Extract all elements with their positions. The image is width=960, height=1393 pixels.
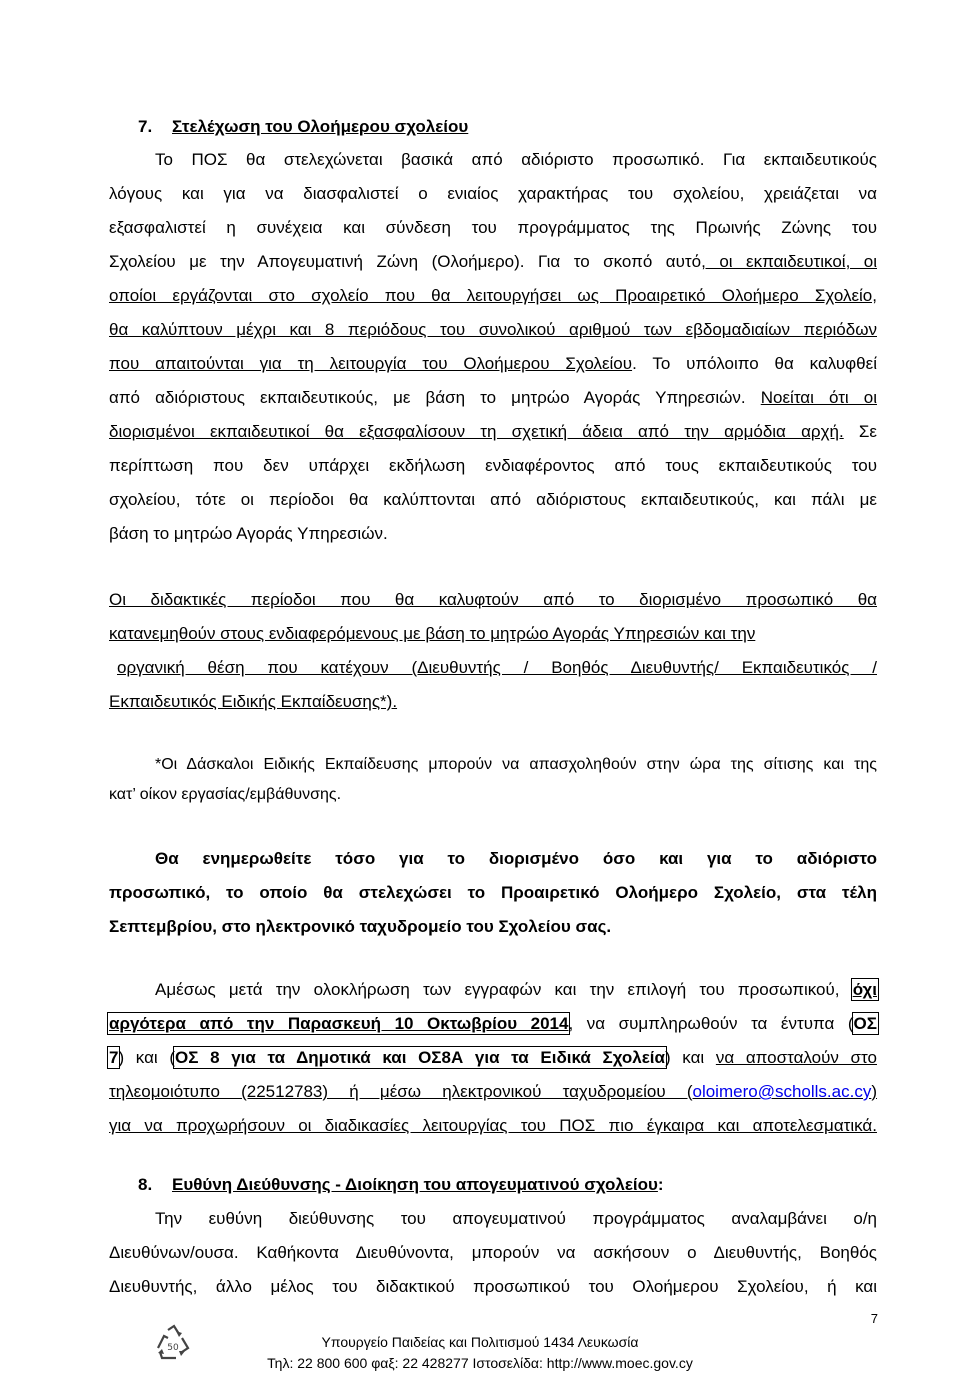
bold-paragraph-line: προσωπικό, το οποίο θα στελεχώσει το Προαιρετικό Ολοήμερο Σχολείο, στα τέλη (109, 883, 877, 902)
paragraph-line: οποίοι εργάζονται στο σχολείο που θα λειτουργήσει ως Προαιρετικό Ολοήμερο Σχολείο, (109, 286, 877, 305)
text-run: να αποσταλούν στο (715, 1048, 877, 1067)
highlighted-text: όχι (852, 980, 877, 999)
paragraph-line: βάση το μητρώο Αγοράς Υπηρεσιών. (109, 524, 388, 543)
bold-paragraph-line: Θα ενημερωθείτε τόσο για το διορισμένο όσο και για το αδιόριστο (155, 849, 877, 868)
text-run: , να συμπληρωθούν τα έντυπα ( (568, 1014, 854, 1033)
paragraph-line (109, 354, 877, 374)
text-run: ) και ( (118, 1048, 176, 1067)
text-run: ) και (664, 1048, 705, 1067)
text-run: , οι εκπαιδευτικοί, οι (701, 252, 878, 271)
paragraph-line: θα καλύπτουν μέχρι και 8 περιόδους του συνολικού αριθμού των εβδομαδιαίων περιόδων (109, 320, 877, 339)
section-7-heading (138, 117, 468, 137)
paragraph-line (109, 388, 877, 408)
text-run: Αμέσως μετά την ολοκλήρωση των εγγραφών και την επιλογή του προσωπικού, (155, 980, 840, 999)
text-run: διορισμένοι εκπαιδευτικοί θα εξασφαλίσουν τη σχετική άδεια από την αρμόδια αρχή. (109, 422, 844, 441)
paragraph-line: Οι διδακτικές περίοδοι που θα καλυφτούν από το διορισμένο προσωπικό θα (109, 590, 877, 609)
paragraph-line: Την ευθύνη διεύθυνσης του απογευματινού προγράμματος αναλαμβάνει ο/η (155, 1209, 877, 1228)
form-code: ΟΣ (853, 1014, 877, 1033)
footer-line: Υπουργείο Παιδείας και Πολιτισμού 1434 Λευκωσία (321, 1334, 639, 1350)
text-run: Σε (858, 422, 878, 441)
paragraph-line (109, 1014, 877, 1034)
paragraph-line: οργανική θέση που κατέχουν (Διευθυντής / Βοηθός Διευθυντής/ Εκπαιδευτικός / (117, 658, 877, 677)
paragraph-line (109, 1082, 877, 1102)
text-run: Νοείται ότι οι (760, 388, 877, 407)
page-number: 7 (870, 1311, 878, 1326)
text-run: ) (871, 1082, 877, 1101)
section-8-heading (138, 1175, 664, 1195)
recycle-logo-text: 50 (167, 1343, 179, 1353)
deadline-date: αργότερα από την Παρασκευή 10 Οκτωβρίου 2014 (109, 1014, 569, 1033)
section-title: Ευθύνη Διεύθυνσης - Διοίκηση του απογευματινού σχολείου (172, 1175, 658, 1194)
paragraph-line: για να προχωρήσουν οι διαδικασίες λειτουργίας του ΠΟΣ πιο έγκαιρα και αποτελεσματικά. (109, 1116, 877, 1135)
footer-line: Τηλ: 22 800 600 φαξ: 22 428277 Ιστοσελίδα: http://www.moec.gov.cy (267, 1355, 693, 1371)
text-run: τηλεομοιότυπο (22512783) ή μέσω ηλεκτρονικού ταχυδρομείου ( (109, 1082, 693, 1101)
section-title: Στελέχωση του Ολοήμερου σχολείου (172, 117, 469, 136)
paragraph-line (155, 980, 877, 1000)
section-number: 7. (138, 117, 153, 136)
paragraph-line: Το ΠΟΣ θα στελεχώνεται βασικά από αδιόριστο προσωπικό. Για εκπαιδευτικούς (155, 150, 877, 169)
bold-paragraph-line: Σεπτεμβρίου, στο ηλεκτρονικό ταχυδρομείο του Σχολείου σας. (109, 917, 612, 936)
paragraph-line: σχολείου, τότε οι περίοδοι θα καλύπτονται από αδιόριστους εκπαιδευτικούς, και πάλι με (109, 490, 877, 509)
text-run: : (657, 1175, 664, 1194)
paragraph-line: κατανεμηθούν στους ενδιαφερόμενους με βάση το μητρώο Αγοράς Υπηρεσιών και την (109, 624, 756, 643)
section-number: 8. (138, 1175, 153, 1194)
paragraph-line: εξασφαλιστεί η συνέχεια και σύνδεση του προγράμματος της Πρωινής Ζώνης του (109, 218, 877, 237)
paragraph-line: Διευθύνων/ουσα. Καθήκοντα Διευθύνοντα, μπορούν να ασκήσουν ο Διευθυντής, Βοηθός (109, 1243, 877, 1262)
paragraph-line (109, 1048, 877, 1068)
paragraph-line: Εκπαιδευτικός Ειδικής Εκπαίδευσης*). (109, 692, 398, 711)
text-run: . Το υπόλοιπο θα καλυφθεί (632, 354, 877, 373)
form-codes: ΟΣ 8 για τα Δημοτικά και ΟΣ8Α για τα Ειδικά Σχολεία (175, 1048, 665, 1067)
paragraph-line: Διευθυντής, άλλο μέλος του διδακτικού προσωπικού του Ολοήμερου Σχολείου, ή και (109, 1277, 877, 1296)
text-run: από αδιόριστους εκπαιδευτικούς, με βάση το μητρώο Αγοράς Υπηρεσιών. (109, 388, 746, 407)
text-run: Σχολείου με την Απογευματινή Ζώνη (Ολοήμερο). Για το σκοπό αυτό (109, 252, 702, 271)
paragraph-line: περίπτωση που δεν υπάρχει εκδήλωση ενδιαφέροντος από τους εκπαιδευτικούς του (109, 456, 877, 475)
note-line: *Οι Δάσκαλοι Ειδικής Εκπαίδευσης μπορούν να απασχοληθούν στην ώρα της σίτισης και της (155, 756, 877, 773)
paragraph-line (109, 422, 877, 442)
text-run: που απαιτούνται για τη λειτουργία του Ολοήμερου Σχολείου (109, 354, 633, 373)
form-code: 7 (109, 1048, 119, 1067)
email-link[interactable]: oloimero@scholls.ac.cy (692, 1082, 872, 1101)
note-line: κατ’ οίκον εργασίας/εμβάθυνσης. (109, 786, 342, 803)
paragraph-line: λόγους και για να διασφαλιστεί ο ενιαίος χαρακτήρας του σχολείου, χρειάζεται να (109, 184, 877, 203)
paragraph-line (109, 252, 877, 272)
